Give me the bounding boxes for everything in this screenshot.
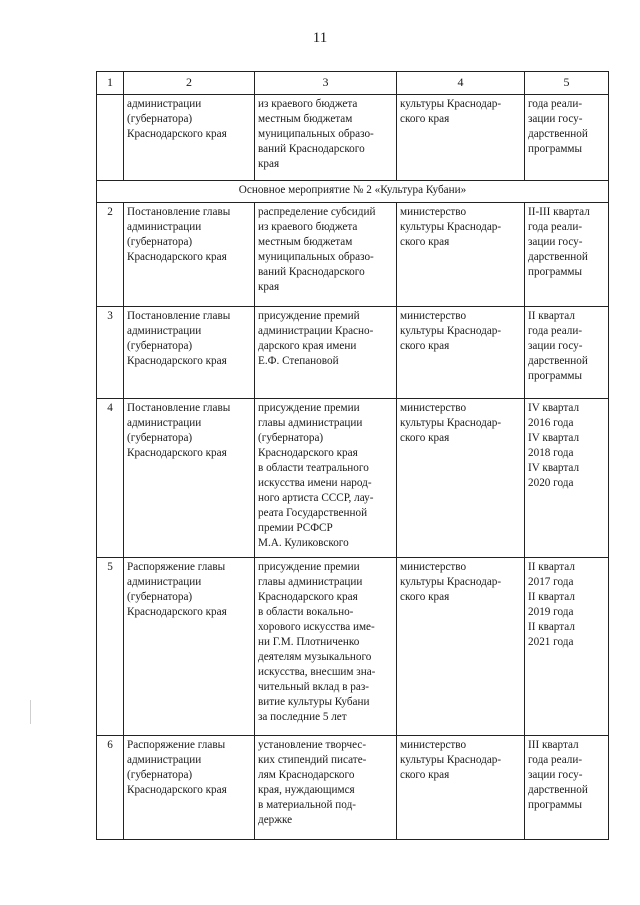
row-act: Постановление главы администрации (губернатора) Краснодарского края [124,307,255,399]
continuation-term: года реали- зации госу- дарственной программы [525,95,609,181]
header-col-1: 1 [97,72,124,95]
row-act: Постановление главы администрации (губернатора) Краснодарского края [124,399,255,558]
table-row [97,307,609,399]
header-col-4: 4 [397,72,525,95]
row-description: присуждение премий администрации Красно- дарского края имени Е.Ф. Степановой [255,307,397,399]
row-act: Распоряжение главы администрации (губернатора) Краснодарского края [124,736,255,840]
measures-table [96,71,609,840]
row-description: присуждение премии главы администрации (губернатора) Краснодарского края в области театрального искусства имени народ- ного артиста СССР, лау- реата Государственной премии РСФСР М.А. Куликовского [255,399,397,558]
page-number: 11 [312,30,328,46]
continuation-num [97,95,124,181]
row-description: установление творчес- ких стипендий писате- лям Краснодарского края, нуждающимся в материальной под- держке [255,736,397,840]
row-number: 6 [97,736,124,840]
table-row [97,558,609,736]
table-row [97,203,609,307]
table-row [97,399,609,558]
table-header-row [97,72,609,95]
scan-mark [30,700,31,724]
header-col-2: 2 [124,72,255,95]
continuation-desc: из краевого бюджета местным бюджетам муниципальных образо- ваний Краснодарского края [255,95,397,181]
continuation-row [97,95,609,181]
row-number: 4 [97,399,124,558]
section-title: Основное мероприятие № 2 «Культура Кубани» [97,181,609,203]
row-responsible: министерство культуры Краснодар- ского края [397,558,525,736]
row-number: 5 [97,558,124,736]
row-responsible: министерство культуры Краснодар- ского края [397,203,525,307]
header-col-3: 3 [255,72,397,95]
row-term: IV квартал 2016 года IV квартал 2018 года IV квартал 2020 года [525,399,609,558]
continuation-resp: культуры Краснодар- ского края [397,95,525,181]
row-term: II квартал года реали- зации госу- дарственной программы [525,307,609,399]
header-col-5: 5 [525,72,609,95]
row-term: II квартал 2017 года II квартал 2019 года II квартал 2021 года [525,558,609,736]
row-responsible: министерство культуры Краснодар- ского края [397,736,525,840]
row-number: 2 [97,203,124,307]
row-act: Постановление главы администрации (губернатора) Краснодарского края [124,203,255,307]
row-responsible: министерство культуры Краснодар- ского края [397,307,525,399]
row-term: III квартал года реали- зации госу- дарственной программы [525,736,609,840]
row-responsible: министерство культуры Краснодар- ского края [397,399,525,558]
row-act: Распоряжение главы администрации (губернатора) Краснодарского края [124,558,255,736]
continuation-act: администрации (губернатора) Краснодарского края [124,95,255,181]
row-number: 3 [97,307,124,399]
table-row [97,736,609,840]
row-description: распределение субсидий из краевого бюджета местным бюджетам муниципальных образо- ваний Краснодарского края [255,203,397,307]
row-description: присуждение премии главы администрации Краснодарского края в области вокально- хорового искусства име- ни Г.М. Плотниченко деятелям музыкального искусства, внесшим зна- чительный вклад в раз- витие культуры Кубани за последние 5 лет [255,558,397,736]
row-term: II-III квартал года реали- зации госу- дарственной программы [525,203,609,307]
section-row [97,181,609,203]
